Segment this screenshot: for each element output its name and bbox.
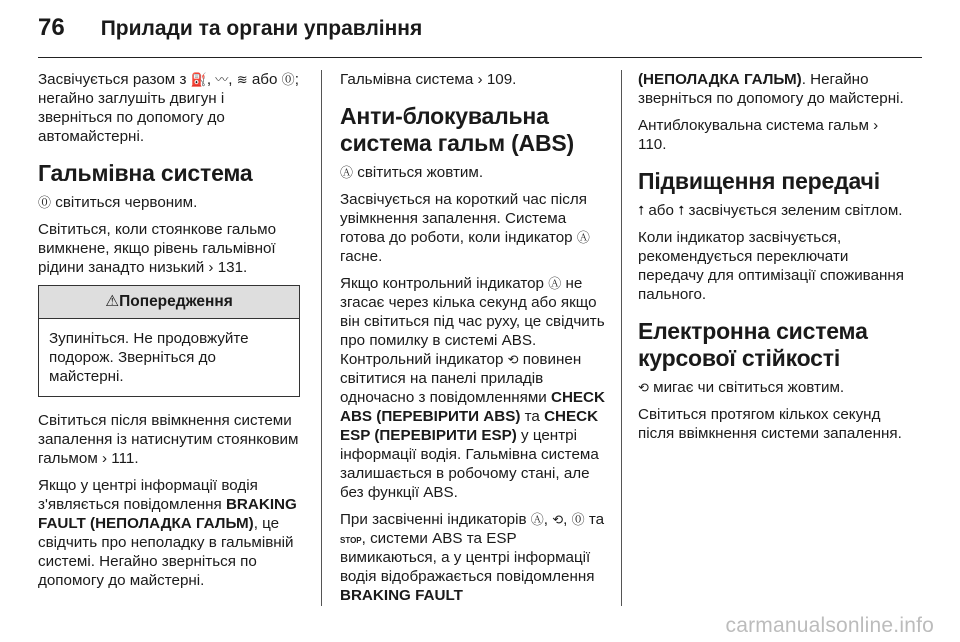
paragraph-upshift-advice: Коли індикатор засвічується, рекомендується переключати передачу для оптимізації споживання пального.	[638, 229, 905, 303]
paragraph-brake-red: ⓪ світиться червоним.	[38, 194, 198, 211]
brake-warning-icon: ⓪	[281, 72, 295, 87]
page-ref-icon: ›	[208, 259, 214, 276]
paragraph-esp-startup: Світиться протягом кількох секунд після ввімкнення системи запалення.	[638, 406, 902, 442]
warning-header	[39, 286, 299, 319]
esp-icon: ⟲	[638, 380, 649, 395]
brake-warning-icon: ⓪	[571, 512, 585, 527]
paragraph-brake-ref: Гальмівна система › 109.	[340, 71, 517, 88]
column-3	[638, 70, 908, 451]
abs-icon: Ⓐ	[576, 230, 590, 245]
stop-icon: STOP	[340, 536, 362, 545]
paragraph-abs-yellow: Ⓐ світиться жовтим.	[340, 164, 484, 181]
paragraph-abs-esp-off: При засвіченні індикаторів Ⓐ, ⟲, ⓪ та STOP, системи ABS та ESP вимикаються, а у центрі інформації водія відображається повідомлення BRAKING FAULT	[340, 511, 605, 604]
oil-can-icon: 〰	[215, 72, 229, 87]
page-header	[38, 14, 422, 54]
paragraph-upshift-green: ⭡ або ⭡ засвічується зеленим світлом.	[638, 202, 903, 219]
watermark: carmanualsonline.info	[725, 614, 934, 637]
upshift-arrow-icon: ⭡	[678, 203, 685, 218]
column-divider-1	[321, 70, 322, 606]
warning-title: Попередження	[119, 293, 233, 310]
paragraph-abs-fault: Якщо контрольний індикатор Ⓐ не згасає через кілька секунд або якщо він світиться під час руху, це свідчить про помилку в системі ABS. Контрольний індикатор ⟲ повинен світитися на панелі приладів одночасно з повідомленнями CHECK ABS (ПЕРЕВІРИТИ ABS) та CHECK ESP (ПЕРЕВІРИТИ ESP) у центрі інформації водія. Гальмівна система залишається в робочому стані, але без функції ABS.	[340, 275, 605, 501]
abs-icon: Ⓐ	[548, 276, 562, 291]
abs-icon: Ⓐ	[530, 512, 544, 527]
esp-icon: ⟲	[507, 352, 519, 367]
page-ref-icon: ›	[477, 71, 483, 88]
brake-warning-icon: ⓪	[38, 195, 52, 210]
paragraph-braking-fault: Якщо у центрі інформації водія з'являється повідомлення BRAKING FAULT (НЕПОЛАДКА ГАЛЬМ), це свідчить про неполадку в гальмівній системі. Негайно зверніться по допомогу до майстерні.	[38, 477, 297, 589]
paragraph-esp-yellow: ⟲ мигає чи світиться жовтим.	[638, 379, 845, 396]
header-divider	[38, 57, 922, 58]
warning-text: Зупиніться. Не продовжуйте подорож. Зверніться до майстерні.	[49, 330, 249, 385]
paragraph-parking-brake: Світиться після ввімкнення системи запалення із натиснутим стоянковим гальмом › 111.	[38, 412, 299, 467]
esp-icon: ⟲	[552, 512, 564, 527]
warning-box	[38, 285, 300, 397]
paragraph-abs-ref: Антиблокувальна система гальм › 110.	[638, 117, 879, 153]
column-2	[340, 70, 606, 613]
paragraph-abs-startup: Засвічується на короткий час після увімкнення запалення. Система готова до роботи, коли індикатор Ⓐ гасне.	[340, 191, 590, 265]
paragraph-brake-conditions: Світиться, коли стоянкове гальмо вимкнене, якщо рівень гальмівної рідини занадто низький › 131.	[38, 221, 277, 276]
column-1	[38, 70, 300, 598]
upshift-arrow-icon: ⭡	[638, 203, 645, 218]
paragraph-braking-fault-cont: (НЕПОЛАДКА ГАЛЬМ). Негайно зверніться по допомогу до майстерні.	[638, 71, 904, 107]
fuel-icon: ⛽	[190, 72, 207, 87]
column-divider-2	[621, 70, 622, 606]
paragraph-engine-warning: Засвічується разом з ⛽, 〰, ≋ або ⓪; негайно заглушіть двигун і зверніться по допомогу до автомайстерні.	[38, 71, 299, 145]
heading-esp: Електронна система курсової стійкості	[638, 318, 868, 371]
heading-brake-system: Гальмівна система	[38, 160, 253, 186]
heading-abs: Анти-блокувальна система гальм (ABS)	[340, 103, 574, 156]
abs-icon: Ⓐ	[340, 165, 354, 180]
page-title: Прилади та органи управління	[100, 17, 423, 40]
page-number: 76	[38, 14, 65, 41]
heading-upshift: Підвищення передачі	[638, 168, 880, 194]
page-ref-icon: ›	[873, 117, 879, 134]
warning-triangle-icon: ⚠	[105, 293, 120, 310]
coolant-temperature-icon: ≋	[236, 72, 248, 87]
page-ref-icon: ›	[101, 450, 108, 467]
